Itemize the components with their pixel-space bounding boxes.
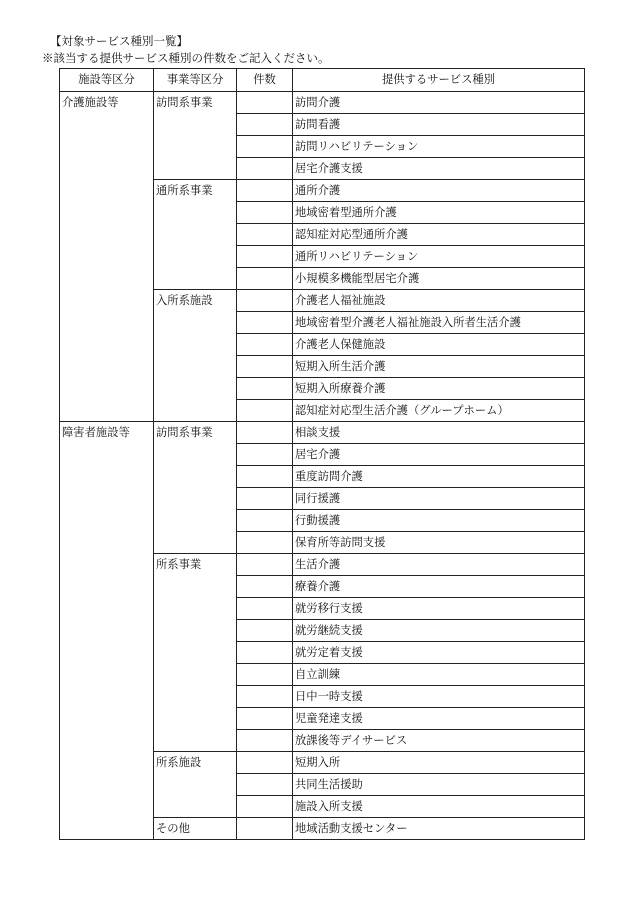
count-input-cell[interactable] (237, 510, 293, 532)
service-type-cell: 地域活動支援センター (293, 818, 585, 840)
count-input-cell[interactable] (237, 400, 293, 422)
service-type-cell: 同行援護 (293, 488, 585, 510)
facility-category-cell: 介護施設等 (60, 92, 154, 422)
service-type-cell: 訪問看護 (293, 114, 585, 136)
count-input-cell[interactable] (237, 202, 293, 224)
col-header-facility-category: 施設等区分 (60, 69, 154, 92)
count-input-cell[interactable] (237, 796, 293, 818)
count-input-cell[interactable] (237, 554, 293, 576)
count-input-cell[interactable] (237, 774, 293, 796)
count-input-cell[interactable] (237, 708, 293, 730)
service-type-cell: 通所リハビリテーション (293, 246, 585, 268)
service-type-cell: 就労定着支援 (293, 642, 585, 664)
service-type-cell: 保育所等訪問支援 (293, 532, 585, 554)
count-input-cell[interactable] (237, 422, 293, 444)
count-input-cell[interactable] (237, 686, 293, 708)
count-input-cell[interactable] (237, 92, 293, 114)
instruction-note: ※該当する提供サービス種別の件数をご記入ください。 (42, 51, 330, 65)
service-type-cell: 就労継続支援 (293, 620, 585, 642)
service-type-cell: 介護老人保健施設 (293, 334, 585, 356)
service-type-cell: 児童発達支援 (293, 708, 585, 730)
service-type-cell: 生活介護 (293, 554, 585, 576)
business-category-cell: その他 (154, 818, 237, 840)
table-row (60, 422, 585, 444)
count-input-cell[interactable] (237, 334, 293, 356)
service-type-cell: 居宅介護 (293, 444, 585, 466)
service-type-cell: 地域密着型介護老人福祉施設入所者生活介護 (293, 312, 585, 334)
count-input-cell[interactable] (237, 488, 293, 510)
service-type-cell: 訪問介護 (293, 92, 585, 114)
service-type-cell: 地域密着型通所介護 (293, 202, 585, 224)
service-type-cell: 居宅介護支援 (293, 158, 585, 180)
list-heading: 【対象サービス種別一覧】 (50, 34, 188, 48)
table-row (60, 92, 585, 114)
col-header-service-type: 提供するサービス種別 (293, 69, 585, 92)
business-category-cell: 入所系施設 (154, 290, 237, 422)
business-category-cell: 通所系事業 (154, 180, 237, 290)
count-input-cell[interactable] (237, 378, 293, 400)
col-header-count: 件数 (237, 69, 293, 92)
business-category-cell: 所系施設 (154, 752, 237, 818)
business-category-cell: 訪問系事業 (154, 92, 237, 180)
count-input-cell[interactable] (237, 818, 293, 840)
count-input-cell[interactable] (237, 598, 293, 620)
count-input-cell[interactable] (237, 730, 293, 752)
count-input-cell[interactable] (237, 444, 293, 466)
service-type-cell: 小規模多機能型居宅介護 (293, 268, 585, 290)
service-type-cell: 就労移行支援 (293, 598, 585, 620)
count-input-cell[interactable] (237, 664, 293, 686)
business-category-cell: 所系事業 (154, 554, 237, 752)
service-type-cell: 相談支援 (293, 422, 585, 444)
count-input-cell[interactable] (237, 158, 293, 180)
service-type-cell: 短期入所療養介護 (293, 378, 585, 400)
table-header-row (60, 69, 585, 92)
count-input-cell[interactable] (237, 532, 293, 554)
service-type-cell: 施設入所支援 (293, 796, 585, 818)
service-type-table (59, 68, 585, 840)
count-input-cell[interactable] (237, 114, 293, 136)
business-category-cell: 訪問系事業 (154, 422, 237, 554)
service-type-cell: 自立訓練 (293, 664, 585, 686)
count-input-cell[interactable] (237, 224, 293, 246)
service-type-cell: 日中一時支援 (293, 686, 585, 708)
count-input-cell[interactable] (237, 576, 293, 598)
service-type-cell: 通所介護 (293, 180, 585, 202)
service-type-cell: 認知症対応型通所介護 (293, 224, 585, 246)
service-type-cell: 訪問リハビリテーション (293, 136, 585, 158)
facility-category-cell: 障害者施設等 (60, 422, 154, 840)
service-type-cell: 行動援護 (293, 510, 585, 532)
col-header-business-category: 事業等区分 (154, 69, 237, 92)
service-type-cell: 共同生活援助 (293, 774, 585, 796)
count-input-cell[interactable] (237, 180, 293, 202)
count-input-cell[interactable] (237, 752, 293, 774)
table-body (60, 92, 585, 840)
count-input-cell[interactable] (237, 642, 293, 664)
service-type-cell: 認知症対応型生活介護（グループホーム） (293, 400, 585, 422)
service-type-cell: 放課後等デイサービス (293, 730, 585, 752)
count-input-cell[interactable] (237, 268, 293, 290)
service-type-cell: 短期入所 (293, 752, 585, 774)
service-type-cell: 短期入所生活介護 (293, 356, 585, 378)
count-input-cell[interactable] (237, 620, 293, 642)
count-input-cell[interactable] (237, 246, 293, 268)
service-type-cell: 介護老人福祉施設 (293, 290, 585, 312)
count-input-cell[interactable] (237, 466, 293, 488)
count-input-cell[interactable] (237, 312, 293, 334)
service-type-cell: 重度訪問介護 (293, 466, 585, 488)
count-input-cell[interactable] (237, 290, 293, 312)
count-input-cell[interactable] (237, 136, 293, 158)
count-input-cell[interactable] (237, 356, 293, 378)
service-type-cell: 療養介護 (293, 576, 585, 598)
